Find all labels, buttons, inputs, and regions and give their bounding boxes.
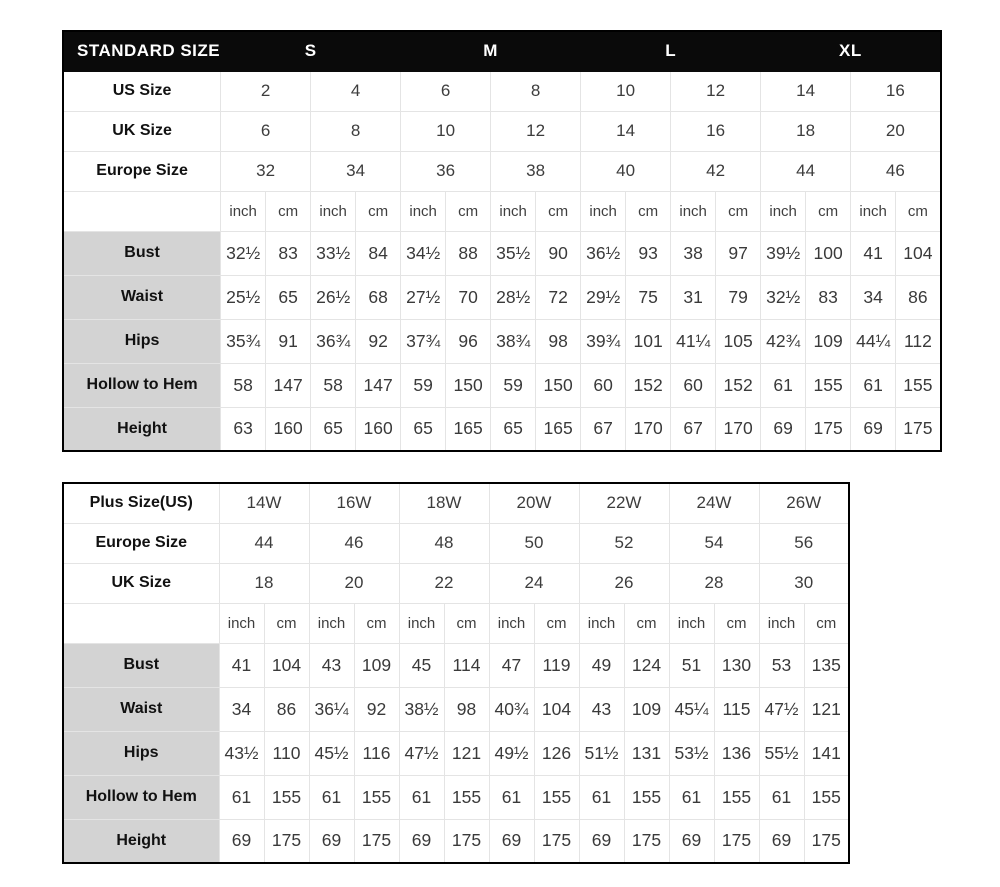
measurement-value: 109 bbox=[624, 687, 669, 731]
measurement-value: 175 bbox=[534, 819, 579, 863]
measurement-value: 38 bbox=[671, 231, 716, 275]
size-value: 14W bbox=[219, 483, 309, 523]
measurement-value: 69 bbox=[579, 819, 624, 863]
measurement-value: 28½ bbox=[491, 275, 536, 319]
size-value: 10 bbox=[401, 111, 491, 151]
size-value: 46 bbox=[851, 151, 941, 191]
unit-label: cm bbox=[354, 603, 399, 643]
size-group-s: S bbox=[221, 31, 401, 71]
measurement-value: 34 bbox=[851, 275, 896, 319]
measurement-value: 43 bbox=[579, 687, 624, 731]
size-value: 12 bbox=[671, 71, 761, 111]
unit-label: inch bbox=[671, 191, 716, 231]
measurement-value: 155 bbox=[806, 363, 851, 407]
measurement-value: 170 bbox=[716, 407, 761, 451]
measurement-value: 147 bbox=[356, 363, 401, 407]
measurement-value: 69 bbox=[851, 407, 896, 451]
unit-label: cm bbox=[446, 191, 491, 231]
measurement-value: 37¾ bbox=[401, 319, 446, 363]
measurement-value: 61 bbox=[851, 363, 896, 407]
measurement-value: 61 bbox=[309, 775, 354, 819]
measurement-value: 33½ bbox=[311, 231, 356, 275]
measurement-value: 72 bbox=[536, 275, 581, 319]
unit-label: cm bbox=[896, 191, 941, 231]
unit-label: inch bbox=[401, 191, 446, 231]
measurement-value: 170 bbox=[626, 407, 671, 451]
measurement-value: 39½ bbox=[761, 231, 806, 275]
unit-label: cm bbox=[804, 603, 849, 643]
size-value: 24 bbox=[489, 563, 579, 603]
measurement-value: 69 bbox=[669, 819, 714, 863]
measurement-value: 109 bbox=[806, 319, 851, 363]
measurement-value: 112 bbox=[896, 319, 941, 363]
measurement-value: 67 bbox=[671, 407, 716, 451]
measurement-value: 88 bbox=[446, 231, 491, 275]
unit-label: inch bbox=[669, 603, 714, 643]
unit-label: cm bbox=[444, 603, 489, 643]
size-value: 8 bbox=[491, 71, 581, 111]
measurement-label: Height bbox=[63, 819, 219, 863]
measurement-value: 83 bbox=[806, 275, 851, 319]
measurement-value: 136 bbox=[714, 731, 759, 775]
unit-label: inch bbox=[399, 603, 444, 643]
measurement-value: 65 bbox=[401, 407, 446, 451]
size-value: 52 bbox=[579, 523, 669, 563]
size-value: 16W bbox=[309, 483, 399, 523]
measurement-value: 141 bbox=[804, 731, 849, 775]
measurement-value: 45 bbox=[399, 643, 444, 687]
measurement-value: 84 bbox=[356, 231, 401, 275]
size-value: 10 bbox=[581, 71, 671, 111]
row-label: UK Size bbox=[63, 111, 221, 151]
size-value: 54 bbox=[669, 523, 759, 563]
size-value: 46 bbox=[309, 523, 399, 563]
measurement-value: 69 bbox=[759, 819, 804, 863]
measurement-row bbox=[63, 775, 849, 819]
measurement-value: 70 bbox=[446, 275, 491, 319]
size-group-m: M bbox=[401, 31, 581, 71]
size-value: 28 bbox=[669, 563, 759, 603]
measurement-value: 49 bbox=[579, 643, 624, 687]
measurement-value: 38½ bbox=[399, 687, 444, 731]
unit-label: inch bbox=[311, 191, 356, 231]
size-row bbox=[63, 483, 849, 523]
measurement-value: 61 bbox=[759, 775, 804, 819]
measurement-value: 175 bbox=[264, 819, 309, 863]
measurement-label: Hips bbox=[63, 731, 219, 775]
standard-size-table bbox=[62, 30, 942, 452]
measurement-value: 65 bbox=[266, 275, 311, 319]
unit-label: inch bbox=[851, 191, 896, 231]
measurement-value: 58 bbox=[221, 363, 266, 407]
size-value: 20 bbox=[309, 563, 399, 603]
measurement-value: 101 bbox=[626, 319, 671, 363]
size-value: 16 bbox=[851, 71, 941, 111]
unit-label: cm bbox=[716, 191, 761, 231]
measurement-value: 51½ bbox=[579, 731, 624, 775]
size-value: 26W bbox=[759, 483, 849, 523]
measurement-value: 40¾ bbox=[489, 687, 534, 731]
measurement-value: 165 bbox=[536, 407, 581, 451]
measurement-value: 105 bbox=[716, 319, 761, 363]
measurement-value: 36¾ bbox=[311, 319, 356, 363]
unit-label: cm bbox=[534, 603, 579, 643]
measurement-value: 97 bbox=[716, 231, 761, 275]
size-value: 24W bbox=[669, 483, 759, 523]
size-value: 44 bbox=[219, 523, 309, 563]
measurement-label: Hollow to Hem bbox=[63, 363, 221, 407]
measurement-value: 175 bbox=[714, 819, 759, 863]
measurement-value: 126 bbox=[534, 731, 579, 775]
size-value: 40 bbox=[581, 151, 671, 191]
measurement-value: 104 bbox=[264, 643, 309, 687]
measurement-value: 79 bbox=[716, 275, 761, 319]
unit-row-spacer bbox=[63, 603, 219, 643]
measurement-row bbox=[63, 731, 849, 775]
unit-label: cm bbox=[714, 603, 759, 643]
measurement-value: 47½ bbox=[759, 687, 804, 731]
measurement-value: 61 bbox=[669, 775, 714, 819]
measurement-value: 155 bbox=[714, 775, 759, 819]
measurement-value: 124 bbox=[624, 643, 669, 687]
size-row bbox=[63, 563, 849, 603]
size-value: 18W bbox=[399, 483, 489, 523]
unit-row bbox=[63, 191, 941, 231]
measurement-value: 86 bbox=[264, 687, 309, 731]
measurement-row bbox=[63, 407, 941, 451]
size-value: 30 bbox=[759, 563, 849, 603]
measurement-value: 160 bbox=[266, 407, 311, 451]
measurement-value: 42¾ bbox=[761, 319, 806, 363]
measurement-value: 61 bbox=[579, 775, 624, 819]
measurement-value: 31 bbox=[671, 275, 716, 319]
measurement-value: 175 bbox=[444, 819, 489, 863]
measurement-value: 65 bbox=[311, 407, 356, 451]
size-value: 50 bbox=[489, 523, 579, 563]
measurement-value: 83 bbox=[266, 231, 311, 275]
measurement-value: 131 bbox=[624, 731, 669, 775]
size-row bbox=[63, 71, 941, 111]
measurement-label: Waist bbox=[63, 275, 221, 319]
measurement-value: 155 bbox=[624, 775, 669, 819]
unit-label: inch bbox=[491, 191, 536, 231]
measurement-value: 25½ bbox=[221, 275, 266, 319]
measurement-value: 53½ bbox=[669, 731, 714, 775]
measurement-value: 116 bbox=[354, 731, 399, 775]
measurement-row bbox=[63, 275, 941, 319]
size-value: 16 bbox=[671, 111, 761, 151]
measurement-value: 121 bbox=[804, 687, 849, 731]
measurement-value: 114 bbox=[444, 643, 489, 687]
measurement-value: 32½ bbox=[761, 275, 806, 319]
measurement-value: 155 bbox=[804, 775, 849, 819]
size-value: 42 bbox=[671, 151, 761, 191]
measurement-value: 61 bbox=[761, 363, 806, 407]
measurement-value: 65 bbox=[491, 407, 536, 451]
measurement-value: 47½ bbox=[399, 731, 444, 775]
measurement-value: 150 bbox=[446, 363, 491, 407]
unit-label: cm bbox=[806, 191, 851, 231]
measurement-row bbox=[63, 643, 849, 687]
size-value: 32 bbox=[221, 151, 311, 191]
unit-label: cm bbox=[624, 603, 669, 643]
size-value: 44 bbox=[761, 151, 851, 191]
measurement-value: 61 bbox=[489, 775, 534, 819]
size-value: 20W bbox=[489, 483, 579, 523]
measurement-value: 92 bbox=[356, 319, 401, 363]
table-title: STANDARD SIZE bbox=[63, 31, 221, 71]
unit-label: cm bbox=[626, 191, 671, 231]
measurement-value: 121 bbox=[444, 731, 489, 775]
size-value: 4 bbox=[311, 71, 401, 111]
size-group-xl: XL bbox=[761, 31, 941, 71]
measurement-row bbox=[63, 687, 849, 731]
measurement-value: 152 bbox=[626, 363, 671, 407]
measurement-value: 69 bbox=[309, 819, 354, 863]
measurement-value: 47 bbox=[489, 643, 534, 687]
measurement-value: 155 bbox=[534, 775, 579, 819]
row-label: US Size bbox=[63, 71, 221, 111]
measurement-value: 36¼ bbox=[309, 687, 354, 731]
unit-label: cm bbox=[356, 191, 401, 231]
measurement-value: 104 bbox=[534, 687, 579, 731]
size-value: 56 bbox=[759, 523, 849, 563]
measurement-row bbox=[63, 231, 941, 275]
measurement-value: 26½ bbox=[311, 275, 356, 319]
measurement-value: 175 bbox=[806, 407, 851, 451]
size-value: 48 bbox=[399, 523, 489, 563]
measurement-value: 59 bbox=[401, 363, 446, 407]
measurement-value: 27½ bbox=[401, 275, 446, 319]
measurement-value: 155 bbox=[444, 775, 489, 819]
measurement-value: 155 bbox=[354, 775, 399, 819]
measurement-value: 152 bbox=[716, 363, 761, 407]
measurement-value: 90 bbox=[536, 231, 581, 275]
measurement-value: 34 bbox=[219, 687, 264, 731]
measurement-value: 119 bbox=[534, 643, 579, 687]
measurement-value: 93 bbox=[626, 231, 671, 275]
unit-label: cm bbox=[536, 191, 581, 231]
unit-label: cm bbox=[266, 191, 311, 231]
measurement-value: 68 bbox=[356, 275, 401, 319]
unit-row bbox=[63, 603, 849, 643]
measurement-value: 75 bbox=[626, 275, 671, 319]
measurement-value: 43 bbox=[309, 643, 354, 687]
measurement-label: Hollow to Hem bbox=[63, 775, 219, 819]
unit-label: inch bbox=[761, 191, 806, 231]
size-value: 6 bbox=[401, 71, 491, 111]
size-value: 2 bbox=[221, 71, 311, 111]
measurement-row bbox=[63, 319, 941, 363]
size-value: 12 bbox=[491, 111, 581, 151]
measurement-value: 155 bbox=[896, 363, 941, 407]
measurement-value: 51 bbox=[669, 643, 714, 687]
measurement-label: Height bbox=[63, 407, 221, 451]
row-label: UK Size bbox=[63, 563, 219, 603]
size-value: 14 bbox=[761, 71, 851, 111]
measurement-value: 130 bbox=[714, 643, 759, 687]
measurement-value: 110 bbox=[264, 731, 309, 775]
measurement-value: 34½ bbox=[401, 231, 446, 275]
measurement-value: 147 bbox=[266, 363, 311, 407]
measurement-value: 29½ bbox=[581, 275, 626, 319]
measurement-row bbox=[63, 819, 849, 863]
measurement-value: 61 bbox=[219, 775, 264, 819]
unit-label: inch bbox=[489, 603, 534, 643]
measurement-value: 32½ bbox=[221, 231, 266, 275]
measurement-value: 49½ bbox=[489, 731, 534, 775]
unit-label: inch bbox=[221, 191, 266, 231]
measurement-value: 55½ bbox=[759, 731, 804, 775]
measurement-value: 91 bbox=[266, 319, 311, 363]
plus-size-table bbox=[62, 482, 850, 864]
measurement-value: 115 bbox=[714, 687, 759, 731]
measurement-value: 69 bbox=[489, 819, 534, 863]
measurement-value: 160 bbox=[356, 407, 401, 451]
measurement-value: 35¾ bbox=[221, 319, 266, 363]
measurement-value: 60 bbox=[581, 363, 626, 407]
row-label: Plus Size(US) bbox=[63, 483, 219, 523]
size-value: 20 bbox=[851, 111, 941, 151]
measurement-value: 44¼ bbox=[851, 319, 896, 363]
measurement-value: 41 bbox=[219, 643, 264, 687]
measurement-value: 69 bbox=[219, 819, 264, 863]
unit-label: inch bbox=[309, 603, 354, 643]
measurement-value: 175 bbox=[804, 819, 849, 863]
size-value: 34 bbox=[311, 151, 401, 191]
measurement-label: Waist bbox=[63, 687, 219, 731]
row-label: Europe Size bbox=[63, 523, 219, 563]
measurement-value: 150 bbox=[536, 363, 581, 407]
size-row bbox=[63, 111, 941, 151]
unit-label: inch bbox=[219, 603, 264, 643]
measurement-value: 135 bbox=[804, 643, 849, 687]
measurement-value: 38¾ bbox=[491, 319, 536, 363]
measurement-value: 69 bbox=[399, 819, 444, 863]
measurement-value: 41¼ bbox=[671, 319, 716, 363]
row-label: Europe Size bbox=[63, 151, 221, 191]
size-row bbox=[63, 523, 849, 563]
measurement-label: Bust bbox=[63, 643, 219, 687]
measurement-value: 67 bbox=[581, 407, 626, 451]
unit-label: inch bbox=[579, 603, 624, 643]
measurement-value: 104 bbox=[896, 231, 941, 275]
measurement-value: 98 bbox=[444, 687, 489, 731]
measurement-value: 45½ bbox=[309, 731, 354, 775]
measurement-value: 109 bbox=[354, 643, 399, 687]
measurement-value: 96 bbox=[446, 319, 491, 363]
measurement-value: 155 bbox=[264, 775, 309, 819]
size-row bbox=[63, 151, 941, 191]
measurement-value: 36½ bbox=[581, 231, 626, 275]
measurement-label: Bust bbox=[63, 231, 221, 275]
measurement-value: 92 bbox=[354, 687, 399, 731]
measurement-value: 39¾ bbox=[581, 319, 626, 363]
measurement-label: Hips bbox=[63, 319, 221, 363]
measurement-value: 69 bbox=[761, 407, 806, 451]
measurement-value: 100 bbox=[806, 231, 851, 275]
measurement-value: 43½ bbox=[219, 731, 264, 775]
size-group-l: L bbox=[581, 31, 761, 71]
measurement-value: 41 bbox=[851, 231, 896, 275]
measurement-value: 61 bbox=[399, 775, 444, 819]
measurement-value: 175 bbox=[354, 819, 399, 863]
measurement-value: 86 bbox=[896, 275, 941, 319]
measurement-value: 98 bbox=[536, 319, 581, 363]
size-value: 14 bbox=[581, 111, 671, 151]
size-value: 18 bbox=[219, 563, 309, 603]
size-value: 38 bbox=[491, 151, 581, 191]
measurement-value: 53 bbox=[759, 643, 804, 687]
measurement-value: 58 bbox=[311, 363, 356, 407]
measurement-value: 165 bbox=[446, 407, 491, 451]
measurement-value: 175 bbox=[896, 407, 941, 451]
measurement-value: 45¼ bbox=[669, 687, 714, 731]
measurement-value: 59 bbox=[491, 363, 536, 407]
size-value: 26 bbox=[579, 563, 669, 603]
size-value: 22 bbox=[399, 563, 489, 603]
unit-label: inch bbox=[581, 191, 626, 231]
size-value: 6 bbox=[221, 111, 311, 151]
size-value: 36 bbox=[401, 151, 491, 191]
unit-label: inch bbox=[759, 603, 804, 643]
measurement-row bbox=[63, 363, 941, 407]
size-value: 18 bbox=[761, 111, 851, 151]
size-value: 8 bbox=[311, 111, 401, 151]
size-value: 22W bbox=[579, 483, 669, 523]
unit-label: cm bbox=[264, 603, 309, 643]
group-header-row bbox=[63, 31, 941, 71]
measurement-value: 175 bbox=[624, 819, 669, 863]
unit-row-spacer bbox=[63, 191, 221, 231]
measurement-value: 35½ bbox=[491, 231, 536, 275]
measurement-value: 60 bbox=[671, 363, 716, 407]
measurement-value: 63 bbox=[221, 407, 266, 451]
